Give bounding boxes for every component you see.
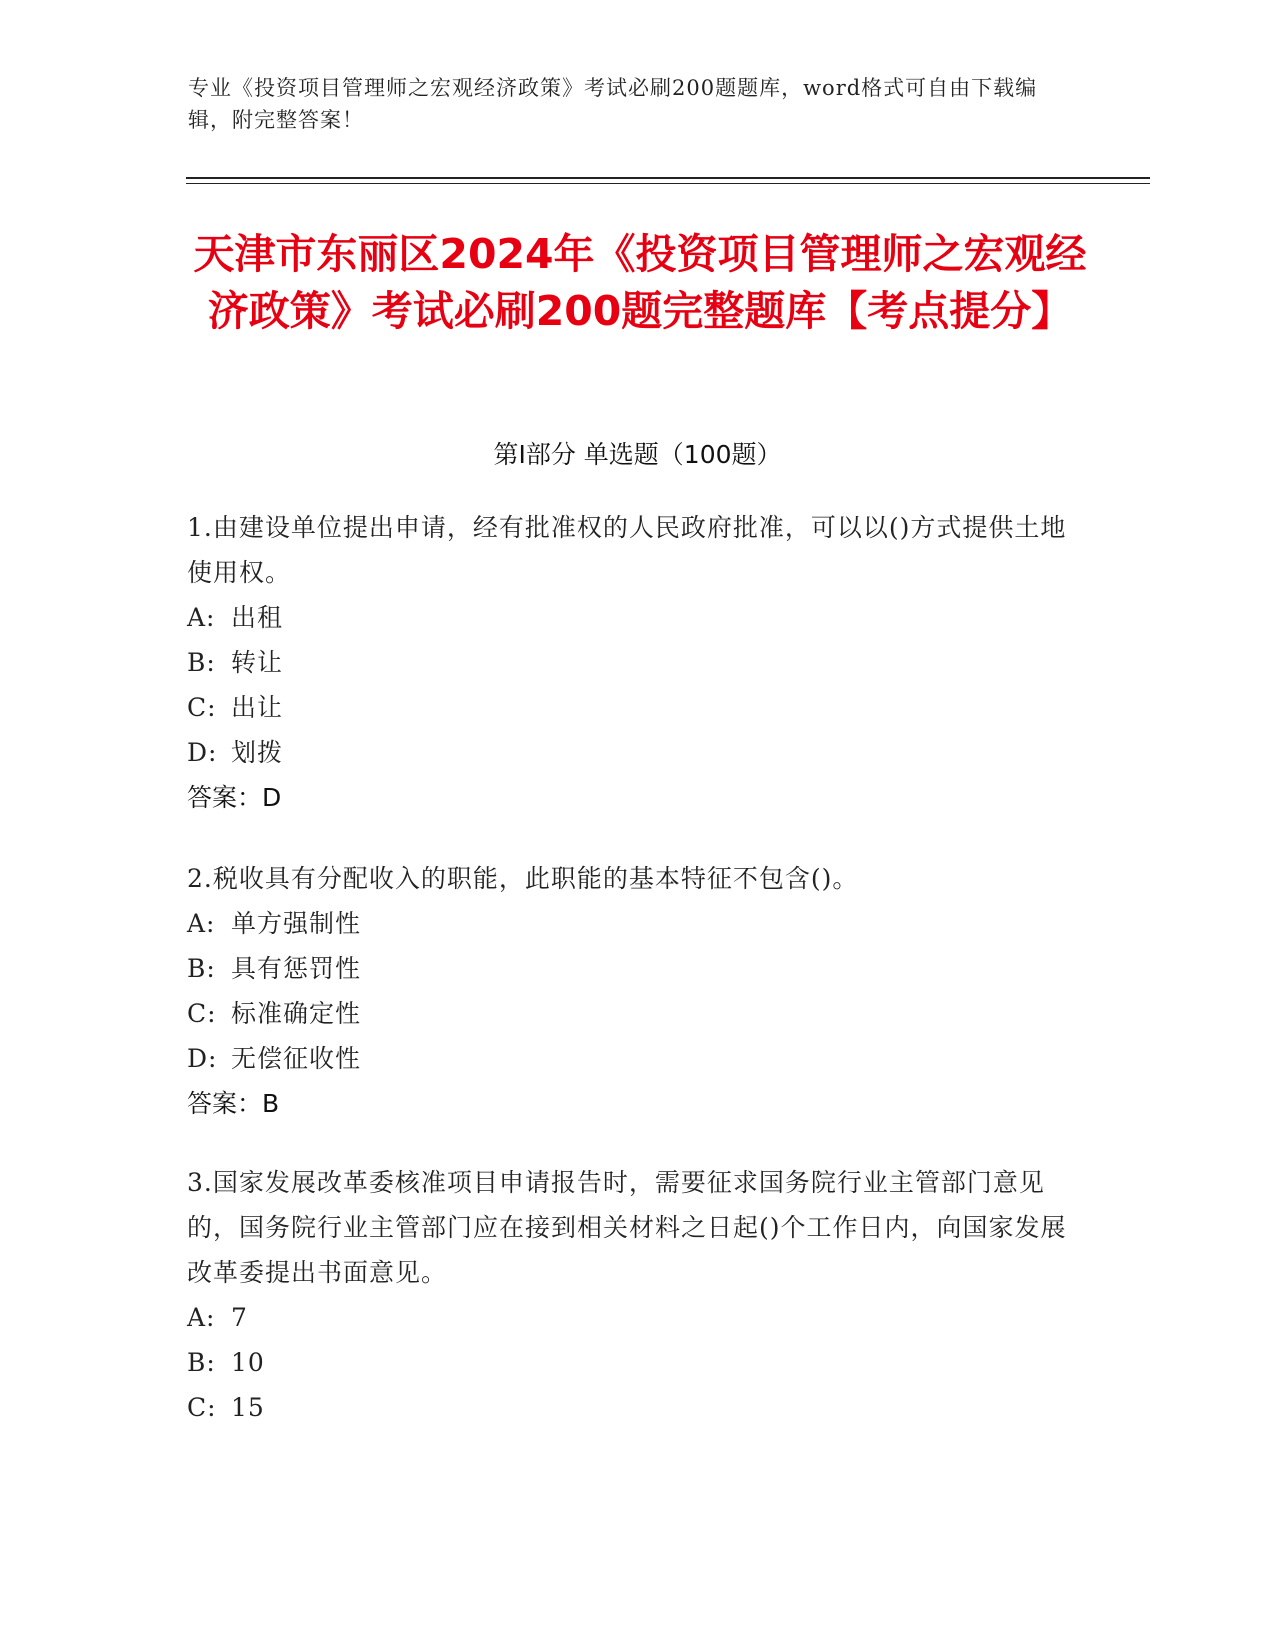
option-c	[187, 685, 1067, 730]
option-d	[187, 1036, 1067, 1081]
option-label: D:	[187, 738, 218, 767]
question-2	[187, 856, 1067, 1126]
option-text: 具有惩罚性	[231, 954, 362, 983]
option-d	[187, 730, 1067, 775]
option-text: 划拨	[231, 738, 284, 767]
option-text: 出租	[231, 603, 284, 632]
question-1	[187, 505, 1067, 820]
option-b	[187, 640, 1067, 685]
section-title: 第Ⅰ部分 单选题（100题）	[493, 440, 782, 469]
option-text: 出让	[231, 693, 284, 722]
option-text: 无偿征收性	[231, 1044, 362, 1073]
option-label: B:	[187, 954, 216, 983]
option-label: A:	[187, 1303, 216, 1332]
option-c	[187, 1385, 1067, 1430]
question-text: 1.由建设单位提出申请，经有批准权的人民政府批准，可以以()方式提供土地使用权。	[187, 513, 1067, 587]
option-text: 标准确定性	[231, 999, 362, 1028]
option-b	[187, 946, 1067, 991]
answer: 答案：D	[187, 783, 282, 812]
option-label: C:	[187, 693, 217, 722]
option-text: 10	[231, 1348, 265, 1377]
question-text: 3.国家发展改革委核准项目申请报告时，需要征求国务院行业主管部门意见的，国务院行业主管部门应在接到相关材料之日起()个工作日内，向国家发展改革委提出书面意见。	[187, 1168, 1067, 1287]
option-label: B:	[187, 1348, 216, 1377]
option-a	[187, 1295, 1067, 1340]
option-text: 单方强制性	[231, 909, 362, 938]
option-text: 15	[231, 1393, 265, 1422]
option-label: D:	[187, 1044, 218, 1073]
question-3	[187, 1160, 1067, 1430]
option-a	[187, 901, 1067, 946]
question-text: 2.税收具有分配收入的职能，此职能的基本特征不包含()。	[187, 864, 859, 893]
document-title: 天津市东丽区2024年《投资项目管理师之宏观经济政策》考试必刷200题完整题库【考点提分】	[193, 230, 1087, 335]
option-a	[187, 595, 1067, 640]
option-label: B:	[187, 648, 216, 677]
option-text: 转让	[231, 648, 284, 677]
option-b	[187, 1340, 1067, 1385]
option-text: 7	[231, 1303, 248, 1332]
option-label: A:	[187, 603, 216, 632]
option-label: C:	[187, 999, 217, 1028]
header-note: 专业《投资项目管理师之宏观经济政策》考试必刷200题题库，word格式可自由下载编辑，附完整答案！	[188, 76, 1038, 132]
answer: 答案：B	[187, 1089, 280, 1118]
option-label: A:	[187, 909, 216, 938]
option-c	[187, 991, 1067, 1036]
option-label: C:	[187, 1393, 217, 1422]
header-divider-thick	[186, 177, 1150, 179]
header-divider-thin	[186, 183, 1150, 184]
